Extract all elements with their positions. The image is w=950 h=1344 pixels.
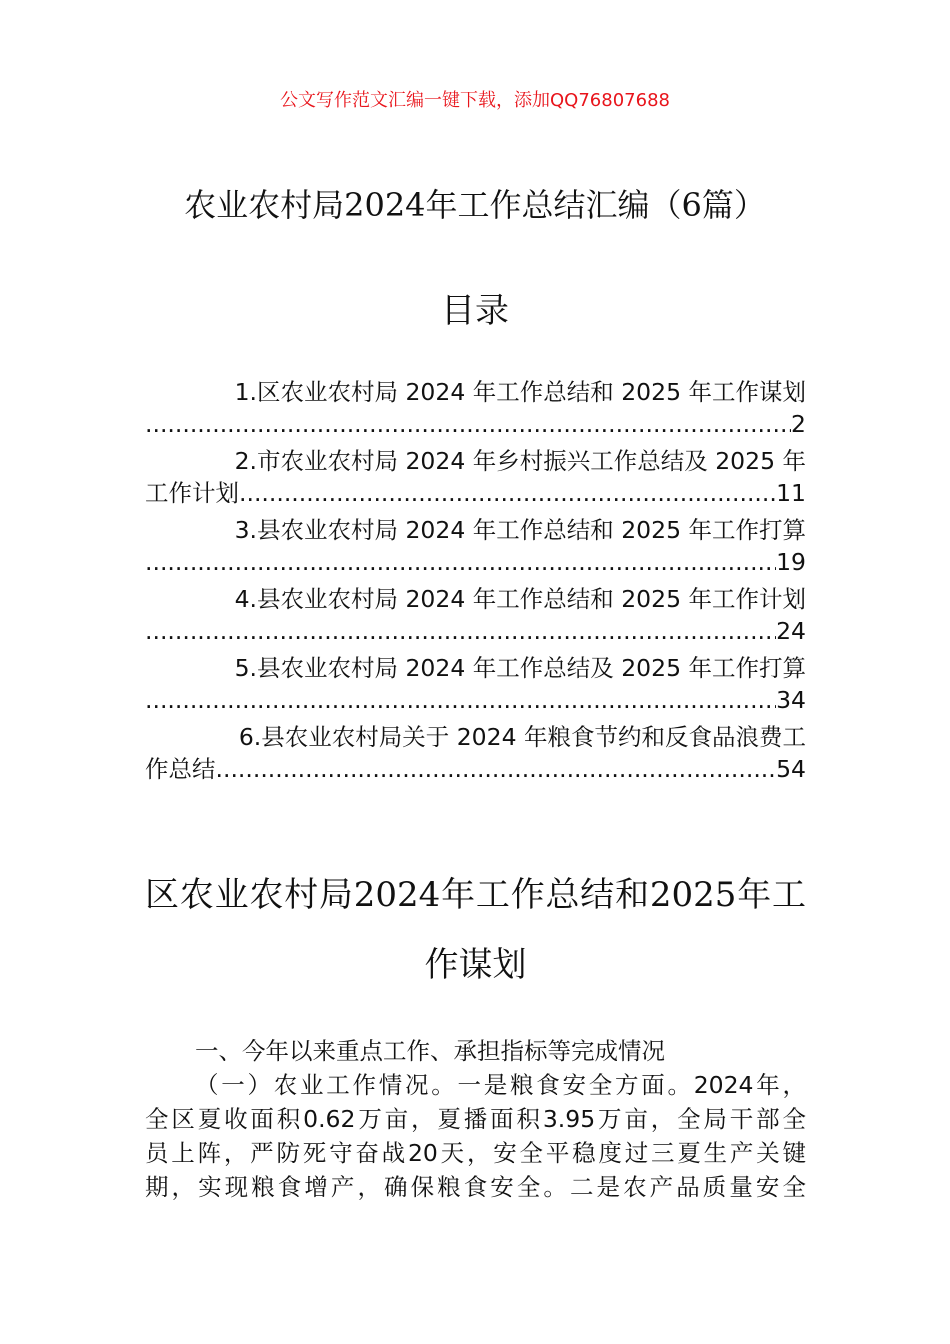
toc-entry-title[interactable]: 2.市农业农村局 2024 年乡村振兴工作总结及 2025 年 (234, 447, 806, 475)
toc-entry-title-cont: 作总结 (145, 755, 216, 783)
toc-page-number: 11 (776, 479, 806, 507)
toc-entry[interactable] (145, 583, 806, 647)
toc-entry-title-cont: 工作计划 (145, 479, 239, 507)
toc-entry-title[interactable]: 1.区农业农村局 2024 年工作总结和 2025 年工作谋划 (234, 378, 806, 406)
toc-entry[interactable] (145, 652, 806, 716)
toc-page-number: 34 (776, 686, 806, 714)
toc-entry-title[interactable]: 5.县农业农村局 2024 年工作总结及 2025 年工作打算 (234, 654, 806, 682)
toc-leader-dots (145, 546, 776, 578)
toc-leader-dots (145, 684, 776, 716)
toc-entry-title[interactable]: 3.县农业农村局 2024 年工作总结和 2025 年工作打算 (234, 516, 806, 544)
toc-leader-dots (145, 408, 791, 440)
body-line: 全区夏收面积0.62万亩，夏播面积3.95万亩，全局干部全 (145, 1105, 806, 1133)
toc-entry-title[interactable]: 6.县农业农村局关于 2024 年粮食节约和反食品浪费工 (238, 723, 806, 751)
table-of-contents (145, 376, 806, 790)
section-title-line: 区农业农村局2024年工作总结和2025年工 (145, 875, 806, 915)
toc-leader-dots (239, 477, 776, 509)
toc-page-number: 19 (776, 548, 806, 576)
body-line: 员上阵，严防死守奋战20天，安全平稳度过三夏生产关键 (145, 1139, 806, 1167)
toc-entry[interactable] (145, 721, 806, 785)
body-line: （一）农业工作情况。一是粮食安全方面。2024年， (195, 1071, 806, 1099)
toc-page-number: 54 (776, 755, 806, 783)
toc-leader-dots (216, 753, 777, 785)
toc-entry-title[interactable]: 4.县农业农村局 2024 年工作总结和 2025 年工作计划 (234, 585, 806, 613)
toc-page-number: 2 (791, 410, 806, 438)
heading-line: 一、今年以来重点工作、承担指标等完成情况 (195, 1037, 665, 1065)
toc-page-number: 24 (776, 617, 806, 645)
section-title-line: 作谋划 (424, 945, 527, 985)
document-title: 农业农村局2024年工作总结汇编（6篇） (184, 186, 766, 224)
section-title (145, 870, 806, 990)
promo-banner: 公文写作范文汇编一键下载，添加QQ76807688 (280, 90, 670, 111)
body-text (145, 1034, 806, 1204)
toc-entry[interactable] (145, 376, 806, 440)
toc-heading: 目录 (441, 291, 509, 331)
toc-leader-dots (145, 615, 776, 647)
body-line: 期，实现粮食增产，确保粮食安全。二是农产品质量安全 (145, 1173, 806, 1201)
toc-entry[interactable] (145, 445, 806, 509)
toc-entry[interactable] (145, 514, 806, 578)
